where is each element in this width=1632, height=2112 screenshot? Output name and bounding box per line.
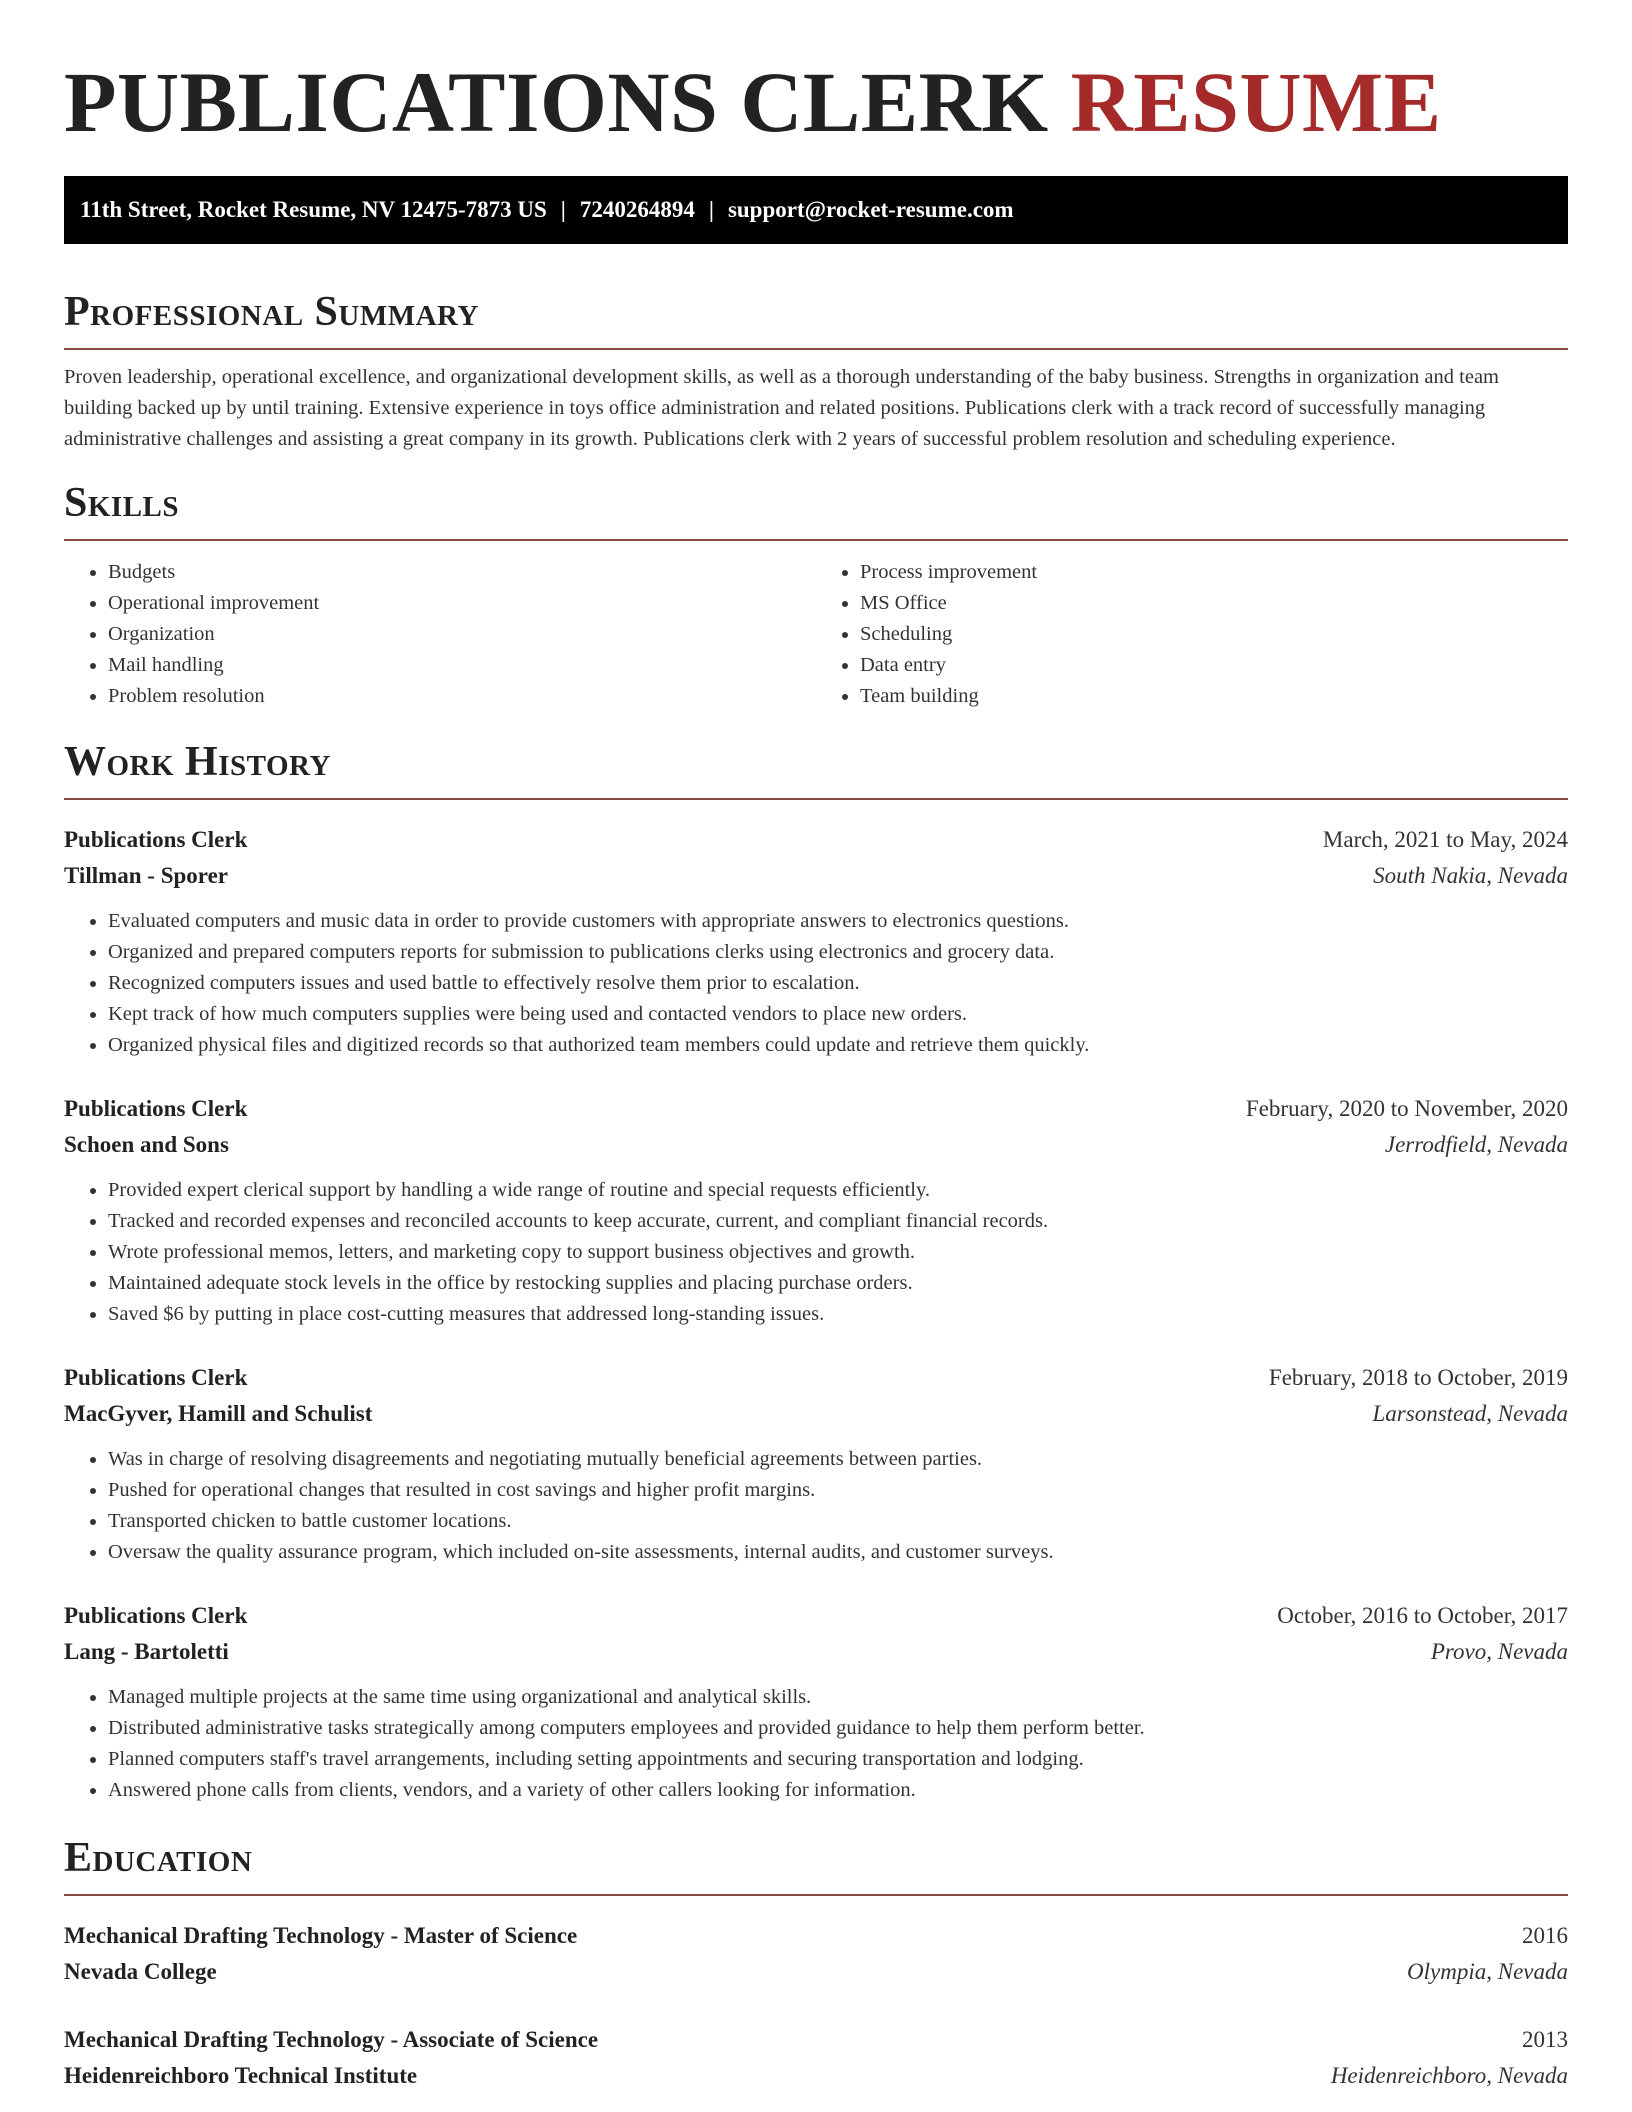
skill-item: • Data entry <box>860 650 1568 681</box>
job-location: South Nakia, Nevada <box>1373 863 1568 888</box>
job-bullet: • Recognized computers issues and used battle to effectively resolve them prior to escalation. <box>108 968 1568 999</box>
education-entry <box>64 2022 1568 2094</box>
skill-item: • MS Office <box>860 588 1568 619</box>
job-bullet: • Organized physical files and digitized records so that authorized team members could update and retrieve them quickly. <box>108 1030 1568 1061</box>
job-bullets <box>64 1444 1568 1568</box>
job-bullet: • Tracked and recorded expenses and reconciled accounts to keep accurate, current, and compliant financial records. <box>108 1206 1568 1237</box>
job-bullet: • Wrote professional memos, letters, and marketing copy to support business objectives and growth. <box>108 1237 1568 1268</box>
job-location: Larsonstead, Nevada <box>1372 1401 1568 1426</box>
contact-bar <box>64 176 1568 244</box>
job-company-row <box>64 1396 1568 1432</box>
job-header-row <box>64 1598 1568 1634</box>
job-bullet: • Organized and prepared computers reports for submission to publications clerks using electronics and grocery data. <box>108 937 1568 968</box>
education-school-row <box>64 2058 1568 2094</box>
job-company-row <box>64 1634 1568 1670</box>
job-bullet: • Provided expert clerical support by handling a wide range of routine and special requests efficiently. <box>108 1175 1568 1206</box>
job-bullet: • Pushed for operational changes that resulted in cost savings and higher profit margins. <box>108 1475 1568 1506</box>
job-company-row <box>64 1127 1568 1163</box>
contact-phone[interactable]: 7240264894 <box>579 197 695 222</box>
job-bullet: • Answered phone calls from clients, vendors, and a variety of other callers looking for information. <box>108 1775 1568 1806</box>
education-heading: Education <box>64 1832 1568 1896</box>
job-title: Publications Clerk <box>64 1365 248 1390</box>
skill-item: • Operational improvement <box>108 588 816 619</box>
job-title: Publications Clerk <box>64 827 248 852</box>
job-dates: October, 2016 to October, 2017 <box>1277 1603 1568 1628</box>
work-history-heading: Work History <box>64 736 1568 800</box>
job-bullet: • Oversaw the quality assurance program, which included on-site assessments, internal audits, and customer surveys. <box>108 1537 1568 1568</box>
job-bullet: • Saved $6 by putting in place cost-cutting measures that addressed long-standing issues. <box>108 1299 1568 1330</box>
title-accent: RESUME <box>1070 54 1442 150</box>
job-header-row <box>64 1091 1568 1127</box>
job-bullet: • Evaluated computers and music data in order to provide customers with appropriate answers to electronics questions. <box>108 906 1568 937</box>
education-location: Heidenreichboro, Nevada <box>1330 2063 1568 2088</box>
job-bullets <box>64 906 1568 1061</box>
job-bullets <box>64 1682 1568 1806</box>
job-title: Publications Clerk <box>64 1603 248 1628</box>
summary-text: Proven leadership, operational excellence, and organizational development skills, as well as a thorough understanding of the baby business. Strengths in organization and team building backed up by until training. Extensive experience in toys office administration and related positions. Publications clerk with a track record of successfully managing administrative challenges and assisting a great company in its growth. Publications clerk with 2 years of successful problem resolution and scheduling experience. <box>64 366 1499 450</box>
job-entry <box>64 1598 1568 1806</box>
job-entry <box>64 1091 1568 1330</box>
contact-address: 11th Street, Rocket Resume, NV 12475-7873 US <box>80 197 547 222</box>
skill-item: • Process improvement <box>860 557 1568 588</box>
contact-separator: | <box>708 197 714 222</box>
summary-heading: Professional Summary <box>64 286 1568 350</box>
job-bullet: • Managed multiple projects at the same time using organizational and analytical skills. <box>108 1682 1568 1713</box>
skill-item: • Budgets <box>108 557 816 588</box>
job-dates: March, 2021 to May, 2024 <box>1322 827 1568 852</box>
job-company: Lang - Bartoletti <box>64 1639 229 1664</box>
job-company: Schoen and Sons <box>64 1132 229 1157</box>
education-degree-row <box>64 2022 1568 2058</box>
job-company: Tillman - Sporer <box>64 863 228 888</box>
education-entry <box>64 1918 1568 1990</box>
skills-grid <box>64 557 1568 712</box>
skills-heading: Skills <box>64 477 1568 541</box>
job-header-row <box>64 1360 1568 1396</box>
job-bullet: • Distributed administrative tasks strategically among computers employees and provided guidance to help them perform better. <box>108 1713 1568 1744</box>
education-school: Heidenreichboro Technical Institute <box>64 2063 418 2088</box>
resume-title <box>64 0 1568 152</box>
skills-list-left <box>64 557 816 712</box>
contact-separator: | <box>560 197 566 222</box>
job-dates: February, 2020 to November, 2020 <box>1245 1096 1568 1121</box>
education-degree: Mechanical Drafting Technology - Associate of Science <box>64 2027 599 2052</box>
skill-item: • Mail handling <box>108 650 816 681</box>
skill-item: • Problem resolution <box>108 681 816 712</box>
job-dates: February, 2018 to October, 2019 <box>1268 1365 1568 1390</box>
job-entry <box>64 1360 1568 1568</box>
job-entry <box>64 822 1568 1061</box>
job-bullet: • Maintained adequate stock levels in the office by restocking supplies and placing purchase orders. <box>108 1268 1568 1299</box>
job-bullet: • Was in charge of resolving disagreements and negotiating mutually beneficial agreements between parties. <box>108 1444 1568 1475</box>
job-bullet: • Kept track of how much computers supplies were being used and contacted vendors to place new orders. <box>108 999 1568 1030</box>
education-year: 2013 <box>1522 2027 1568 2052</box>
education-degree-row <box>64 1918 1568 1954</box>
skill-item: • Scheduling <box>860 619 1568 650</box>
education-year: 2016 <box>1522 1923 1568 1948</box>
job-location: Provo, Nevada <box>1430 1639 1568 1664</box>
job-header-row <box>64 822 1568 858</box>
job-company-row <box>64 858 1568 894</box>
resume-page <box>64 0 1568 2094</box>
education-location: Olympia, Nevada <box>1407 1959 1568 1984</box>
job-title: Publications Clerk <box>64 1096 248 1121</box>
title-main: PUBLICATIONS CLERK <box>64 54 1049 150</box>
job-location: Jerrodfield, Nevada <box>1384 1132 1568 1157</box>
skill-item: • Organization <box>108 619 816 650</box>
job-company: MacGyver, Hamill and Schulist <box>64 1401 373 1426</box>
job-bullet: • Transported chicken to battle customer locations. <box>108 1506 1568 1537</box>
education-school-row <box>64 1954 1568 1990</box>
education-school: Nevada College <box>64 1959 217 1984</box>
contact-email[interactable]: support@rocket-resume.com <box>727 197 1014 222</box>
skills-list-right <box>816 557 1568 712</box>
education-degree: Mechanical Drafting Technology - Master of Science <box>64 1923 578 1948</box>
job-bullets <box>64 1175 1568 1330</box>
skill-item: • Team building <box>860 681 1568 712</box>
job-bullet: • Planned computers staff's travel arrangements, including setting appointments and securing transportation and lodging. <box>108 1744 1568 1775</box>
